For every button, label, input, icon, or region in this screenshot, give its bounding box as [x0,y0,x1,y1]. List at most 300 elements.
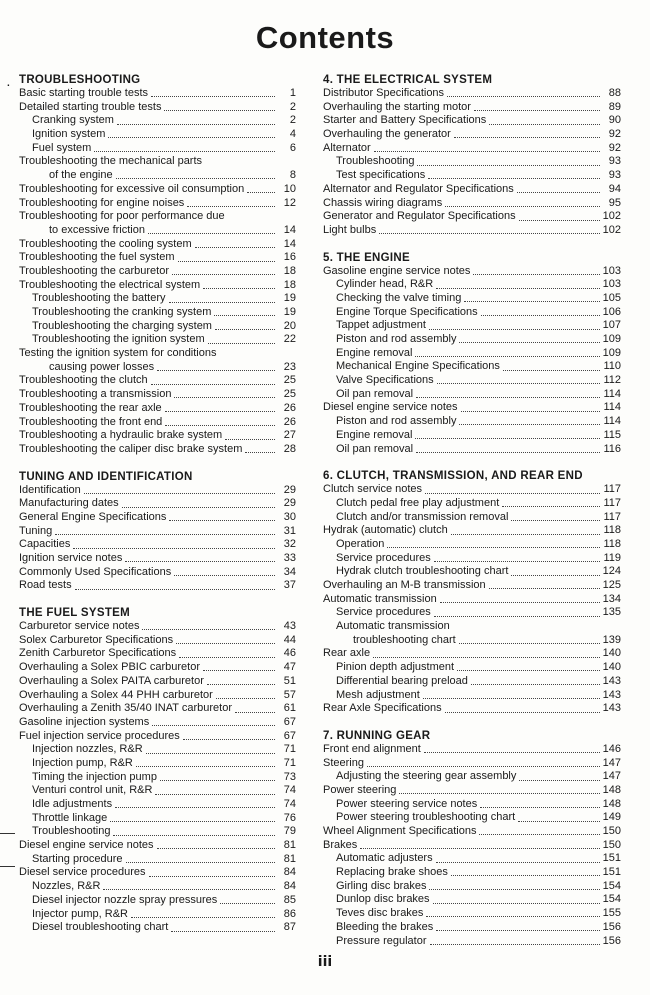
toc-entry[interactable] [323,401,621,415]
section-heading: THE FUEL SYSTEM [19,607,130,620]
entry-title: Injection nozzles, R&R [32,743,143,756]
entry-page-number: 105 [602,291,621,304]
toc-entry[interactable] [19,155,296,169]
dot-leader [379,233,599,234]
entry-title: Detailed starting trouble tests [19,100,162,113]
toc-entry[interactable] [19,825,296,839]
entry-title: troubleshooting chart [353,633,456,646]
dot-leader [464,301,599,302]
entry-title: Troubleshooting for engine noises [19,196,185,209]
toc-entry[interactable] [19,757,296,771]
toc-entry[interactable] [19,128,296,142]
dot-leader [416,452,600,453]
entry-page-number: 86 [283,907,296,920]
entry-title: Gasoline injection systems [19,715,150,728]
toc-entry[interactable] [323,538,621,552]
entry-page-number: 103 [602,278,621,291]
toc-entry[interactable] [19,87,296,101]
entry-page-number: 139 [602,633,621,646]
entry-page-number: 109 [602,333,621,345]
entry-title: Diesel injector nozzle spray pressures [32,893,218,906]
dot-leader [518,821,599,822]
toc-entry[interactable] [323,497,621,511]
dot-leader [115,807,275,808]
toc-entry[interactable] [323,224,621,238]
entry-title: Ignition system [32,128,106,141]
section-heading: 4. THE ELECTRICAL SYSTEM [323,74,493,86]
toc-entry[interactable] [323,347,621,361]
entry-title: Troubleshooting the cranking system [32,306,212,318]
entry-page-number: 116 [603,442,621,455]
dot-leader [142,629,275,630]
toc-entry[interactable] [19,908,296,922]
dot-leader [220,903,275,904]
entry-page-number: 74 [283,798,296,810]
entry-page-number: 18 [283,264,296,277]
entry-title: Road tests [19,579,72,592]
entry-title: Manufacturing dates [19,497,119,510]
entry-title: Troubleshooting the cooling system [19,237,192,250]
entry-title: Diesel service procedures [19,866,146,879]
entry-title: Oil pan removal [336,442,414,455]
dot-leader [174,397,275,398]
margin-mark [0,866,15,867]
dot-leader [511,520,600,521]
toc-section [19,606,296,935]
dot-leader [437,383,600,384]
dot-leader [203,288,275,289]
toc-entry[interactable] [19,784,296,798]
entry-title: Light bulbs [323,223,377,236]
dot-leader [169,520,275,521]
toc-entry[interactable] [323,839,621,853]
toc-entry[interactable] [19,183,296,197]
entry-title: Dunlop disc brakes [336,893,430,906]
entry-page-number: 148 [602,783,621,796]
toc-entry[interactable] [323,579,621,593]
dot-leader [117,124,275,125]
toc-entry[interactable] [19,114,296,128]
toc-entry[interactable] [19,525,296,539]
dot-leader [415,356,599,357]
entry-page-number: 30 [283,510,296,523]
toc-entry[interactable] [19,716,296,730]
toc-entry[interactable] [323,743,621,757]
dot-leader [131,917,275,918]
entry-page-number: 125 [602,579,621,591]
entry-page-number: 88 [608,87,621,99]
toc-entry[interactable] [323,770,621,784]
dot-leader [459,424,600,425]
entry-title: of the engine [49,169,113,182]
toc-entry[interactable] [323,155,621,169]
toc-entry[interactable] [19,497,296,511]
right-column [323,73,621,961]
toc-entry[interactable] [323,183,621,197]
entry-title: Piston and rod assembly [336,333,457,345]
entry-page-number: 16 [283,251,296,264]
entry-title: Engine Torque Specifications [336,305,478,318]
dot-leader [160,780,275,781]
toc-entry[interactable] [19,730,296,744]
dot-leader [157,370,275,371]
dot-leader [136,766,275,767]
toc-entry[interactable] [323,593,621,607]
toc-entry[interactable] [19,292,296,306]
entry-page-number: 61 [283,702,296,715]
toc-entry[interactable] [19,101,296,115]
toc-entry[interactable] [323,114,621,128]
dot-leader [457,670,600,671]
toc-entry[interactable] [323,265,621,279]
dot-leader [214,315,275,316]
entry-page-number: 22 [283,333,296,346]
toc-entry[interactable] [19,743,296,757]
entry-page-number: 71 [283,743,296,756]
dot-leader [164,110,275,111]
entry-title: Solex Carburetor Specifications [19,633,174,646]
toc-entry[interactable] [19,169,296,183]
entry-page-number: 148 [602,797,621,810]
dot-leader [502,506,600,507]
toc-section [19,470,296,594]
toc-section [323,251,621,457]
toc-entry[interactable] [19,224,296,238]
entry-page-number: 115 [603,428,621,441]
toc-entry[interactable] [19,429,296,443]
dot-leader [55,534,275,535]
toc-entry[interactable] [323,552,621,566]
entry-title: Alternator [323,141,371,154]
toc-entry[interactable] [19,647,296,661]
toc-entry[interactable] [19,634,296,648]
toc-entry[interactable] [19,361,296,375]
dot-leader [459,342,599,343]
dot-leader [73,548,275,549]
toc-entry[interactable] [323,443,621,457]
entry-title: Basic starting trouble tests [19,87,149,99]
entry-page-number: 112 [603,374,621,387]
toc-entry[interactable] [323,415,621,429]
dot-leader [151,96,275,97]
dot-leader [169,302,275,303]
dot-leader [428,178,600,179]
entry-page-number: 4 [289,128,296,141]
dot-leader [247,192,275,193]
page-number: iii [317,954,333,970]
entry-page-number: 109 [602,346,621,359]
toc-entry[interactable] [323,278,621,292]
entry-title: Overhauling the generator [323,128,451,141]
entry-page-number: 31 [283,524,296,537]
entry-page-number: 92 [608,141,621,154]
entry-page-number: 117 [603,483,621,496]
toc-entry[interactable] [323,893,621,907]
entry-title: Injection pump, R&R [32,756,133,769]
toc-entry[interactable] [19,839,296,853]
toc-entry[interactable] [19,921,296,935]
toc-entry[interactable] [19,538,296,552]
toc-entry[interactable] [19,197,296,211]
toc-entry[interactable] [19,279,296,293]
toc-entry[interactable] [323,689,621,703]
toc-entry[interactable] [19,661,296,675]
toc-entry[interactable] [19,812,296,826]
entry-title: Troubleshooting the caliper disc brake system [19,442,243,455]
dot-leader [94,151,275,152]
entry-page-number: 27 [283,429,296,442]
toc-entry[interactable] [323,319,621,333]
entry-page-number: 89 [608,100,621,113]
entry-page-number: 46 [283,647,296,660]
toc-entry[interactable] [19,210,296,224]
section-heading: 7. RUNNING GEAR [323,729,431,742]
entry-page-number: 118 [603,524,621,537]
section-heading: TUNING AND IDENTIFICATION [19,470,193,483]
entry-title: Troubleshooting [32,825,111,838]
entry-title: Overhauling a Solex 44 PHH carburetor [19,688,213,701]
toc-section [323,729,621,948]
entry-page-number: 156 [602,934,621,947]
toc-entry[interactable] [19,443,296,457]
entry-title: Piston and rod assembly [336,415,457,428]
toc-entry[interactable] [323,169,621,183]
dot-leader [360,848,599,849]
toc-entry[interactable] [323,825,621,839]
entry-title: Troubleshooting the ignition system [32,333,205,346]
dot-leader [235,712,275,713]
toc-entry[interactable] [323,647,621,661]
dot-leader [110,821,275,822]
toc-entry[interactable] [323,880,621,894]
entry-title: Starting procedure [32,852,123,865]
toc-entry[interactable] [323,87,621,101]
entry-title: Fuel system [32,141,92,154]
toc-entry[interactable] [323,511,621,525]
dot-leader [165,411,275,412]
margin-mark [0,833,15,834]
toc-entry[interactable] [323,524,621,538]
toc-entry[interactable] [323,197,621,211]
dot-leader [108,137,275,138]
entry-title: Distributor Specifications [323,87,445,99]
toc-entry[interactable] [19,552,296,566]
toc-entry[interactable] [323,292,621,306]
toc-entry[interactable] [19,566,296,580]
entry-title: Cranking system [32,114,114,127]
dot-leader [519,220,600,221]
dot-leader [176,643,275,644]
toc-entry[interactable] [19,402,296,416]
entry-title: Zenith Carburetor Specifications [19,647,177,660]
toc-entry[interactable] [323,798,621,812]
dot-leader [155,794,275,795]
toc-section [323,469,621,716]
entry-page-number: 25 [283,388,296,401]
dot-leader [519,780,599,781]
toc-entry[interactable] [19,894,296,908]
entry-title: Wheel Alignment Specifications [323,825,477,837]
toc-entry[interactable] [19,416,296,430]
entry-page-number: 84 [283,880,296,893]
dot-leader [503,370,600,371]
entry-page-number: 87 [283,921,296,934]
entry-page-number: 114 [603,415,621,428]
entry-title: Troubleshooting the rear axle [19,401,162,414]
entry-title: Troubleshooting the electrical system [19,278,201,291]
toc-entry[interactable] [323,620,621,634]
entry-title: Checking the valve timing [336,291,462,304]
dot-leader [116,178,275,179]
dot-leader [157,848,275,849]
entry-title: Operation [336,537,385,550]
toc-entry[interactable] [323,675,621,689]
toc-entry[interactable] [323,634,621,648]
dot-leader [489,588,600,589]
toc-entry[interactable] [19,306,296,320]
entry-title: Troubleshooting the clutch [19,374,148,387]
entry-title: Pressure regulator [336,934,427,947]
entry-page-number: 124 [602,565,621,578]
toc-entry[interactable] [19,320,296,334]
entry-title: Overhauling the starting motor [323,100,471,113]
toc-entry[interactable] [19,484,296,498]
entry-page-number: 85 [283,893,296,906]
dot-leader [187,206,275,207]
entry-title: Front end alignment [323,742,421,755]
toc-entry[interactable] [19,689,296,703]
section-heading: 5. THE ENGINE [323,251,410,264]
toc-entry[interactable] [19,374,296,388]
entry-page-number: 143 [602,674,621,687]
toc-entry[interactable] [323,866,621,880]
toc-entry[interactable] [323,101,621,115]
entry-page-number: 57 [283,688,296,701]
toc-section [19,73,296,457]
toc-entry[interactable] [323,360,621,374]
toc-entry[interactable] [323,142,621,156]
dot-leader [245,452,275,453]
toc-entry[interactable] [19,511,296,525]
toc-entry[interactable] [19,142,296,156]
entry-title: General Engine Specifications [19,510,167,523]
dot-leader [149,876,275,877]
dot-leader [75,589,275,590]
entry-page-number: 135 [602,606,621,619]
dot-leader [474,110,600,111]
dot-leader [148,233,275,234]
toc-entry[interactable] [323,811,621,825]
toc-entry[interactable] [323,210,621,224]
dot-leader [447,96,600,97]
toc-entry[interactable] [323,907,621,921]
entry-title: Service procedures [336,551,431,564]
toc-entry[interactable] [323,388,621,402]
dot-leader [436,930,599,931]
toc-entry[interactable] [323,565,621,579]
entry-title: Power steering service notes [336,797,478,810]
toc-entry[interactable] [323,333,621,347]
entry-title: Overhauling a Solex PAITA carburetor [19,674,204,687]
entry-title: Tuning [19,524,53,537]
entry-title: Throttle linkage [32,811,108,824]
toc-entry[interactable] [323,374,621,388]
toc-entry[interactable] [19,880,296,894]
entry-title: Timing the injection pump [32,770,157,783]
toc-entry[interactable] [19,579,296,593]
entry-title: Girling disc brakes [336,879,427,892]
toc-entry[interactable] [323,606,621,620]
toc-entry[interactable] [323,661,621,675]
toc-entry[interactable] [323,702,621,716]
dot-leader [481,315,600,316]
entry-page-number: 151 [602,852,621,865]
dot-leader [416,397,600,398]
dot-leader [426,916,599,917]
toc-entry[interactable] [323,128,621,142]
entry-page-number: 71 [283,756,296,769]
toc-entry[interactable] [19,238,296,252]
entry-title: Venturi control unit, R&R [32,784,153,797]
toc-entry[interactable] [19,853,296,867]
entry-title: Troubleshooting the fuel system [19,251,175,264]
toc-entry[interactable] [19,347,296,361]
dot-leader [454,137,600,138]
toc-entry[interactable] [19,866,296,880]
entry-title: Troubleshooting for excessive oil consumption [19,182,245,195]
toc-entry[interactable] [323,483,621,497]
dot-leader [152,725,275,726]
entry-page-number: 23 [283,360,296,373]
toc-section [323,73,621,238]
dot-leader [436,862,600,863]
entry-page-number: 19 [283,306,296,318]
entry-page-number: 134 [602,592,621,605]
toc-entry[interactable] [323,784,621,798]
toc-entry[interactable] [19,675,296,689]
entry-page-number: 29 [283,497,296,510]
entry-title: Idle adjustments [32,798,113,810]
entry-page-number: 150 [602,825,621,837]
toc-entry[interactable] [19,771,296,785]
toc-entry[interactable] [19,702,296,716]
toc-entry[interactable] [323,429,621,443]
entry-page-number: 95 [608,196,621,209]
toc-entry[interactable] [323,757,621,771]
toc-entry[interactable] [323,935,621,949]
entry-title: Clutch service notes [323,483,423,496]
toc-entry[interactable] [19,333,296,347]
entry-title: Engine removal [336,346,413,359]
toc-entry[interactable] [19,388,296,402]
dot-leader [473,274,599,275]
toc-entry[interactable] [19,620,296,634]
dot-leader [445,206,600,207]
entry-title: Troubleshooting the front end [19,415,163,428]
toc-entry[interactable] [323,852,621,866]
toc-entry[interactable] [19,251,296,265]
toc-entry[interactable] [323,921,621,935]
dot-leader [451,534,600,535]
toc-entry[interactable] [19,798,296,812]
toc-entry[interactable] [323,306,621,320]
entry-page-number: 67 [283,715,296,728]
dot-leader [122,507,275,508]
dot-leader [179,657,275,658]
toc-entry[interactable] [19,265,296,279]
entry-title: Hydrak clutch troubleshooting chart [336,565,509,578]
dot-leader [367,766,600,767]
